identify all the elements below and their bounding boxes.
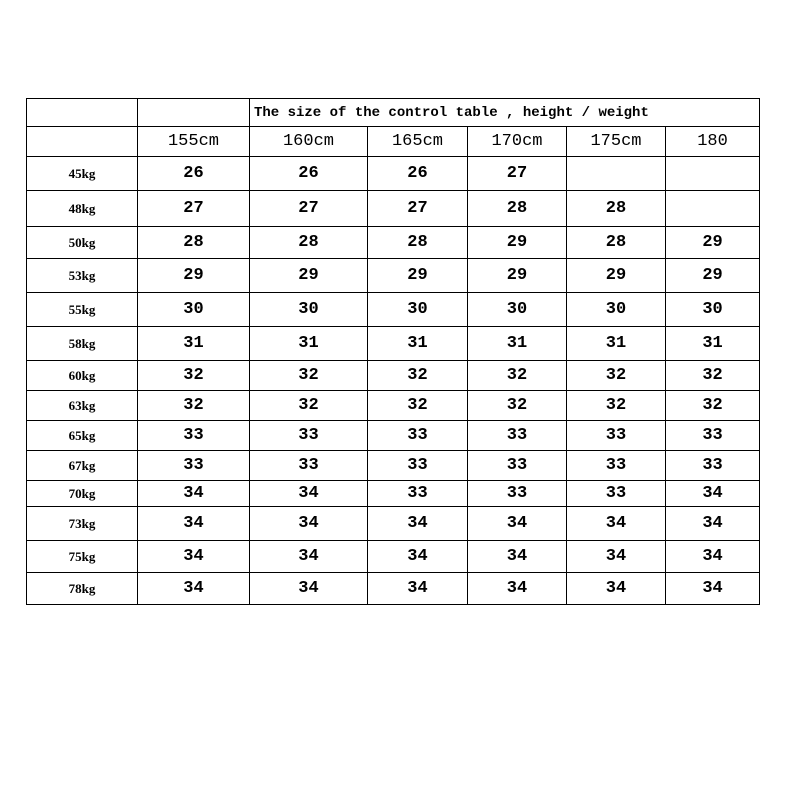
table-row	[27, 481, 760, 507]
size-cell: 33	[567, 421, 666, 451]
size-cell: 33	[666, 451, 760, 481]
size-cell: 32	[368, 361, 468, 391]
weight-label-cell: 55kg	[27, 293, 138, 327]
size-cell: 34	[138, 573, 250, 605]
blank-cell	[138, 99, 250, 127]
size-cell: 32	[138, 391, 250, 421]
size-cell: 29	[567, 259, 666, 293]
size-cell: 34	[138, 507, 250, 541]
weight-label-cell: 53kg	[27, 259, 138, 293]
size-cell: 33	[567, 451, 666, 481]
header-corner-cell	[27, 127, 138, 157]
size-cell: 33	[468, 481, 567, 507]
size-cell: 32	[567, 391, 666, 421]
size-cell: 34	[666, 573, 760, 605]
table-title: The size of the control table , height / weight	[250, 99, 760, 127]
table-row	[27, 361, 760, 391]
size-cell: 34	[138, 541, 250, 573]
size-cell: 34	[250, 541, 368, 573]
weight-label-cell: 78kg	[27, 573, 138, 605]
corner-cell	[27, 99, 138, 127]
size-cell: 33	[250, 451, 368, 481]
size-cell: 27	[368, 191, 468, 227]
weight-label-cell: 48kg	[27, 191, 138, 227]
size-cell: 31	[368, 327, 468, 361]
size-cell: 29	[368, 259, 468, 293]
size-cell	[666, 157, 760, 191]
size-cell: 32	[666, 361, 760, 391]
table-row	[27, 259, 760, 293]
size-cell: 29	[468, 259, 567, 293]
size-cell: 32	[250, 391, 368, 421]
size-cell: 28	[567, 227, 666, 259]
table-row	[27, 327, 760, 361]
size-cell: 28	[567, 191, 666, 227]
weight-label-cell: 65kg	[27, 421, 138, 451]
size-cell: 34	[138, 481, 250, 507]
weight-label-cell: 63kg	[27, 391, 138, 421]
height-header-cell: 165cm	[368, 127, 468, 157]
size-cell: 33	[250, 421, 368, 451]
height-header-cell: 180	[666, 127, 760, 157]
size-cell: 29	[468, 227, 567, 259]
weight-label-cell: 60kg	[27, 361, 138, 391]
size-cell: 34	[666, 481, 760, 507]
table-row	[27, 227, 760, 259]
weight-label-cell: 75kg	[27, 541, 138, 573]
size-cell: 31	[666, 327, 760, 361]
size-cell: 33	[468, 421, 567, 451]
table-row	[27, 451, 760, 481]
height-header-row	[27, 127, 760, 157]
table-row	[27, 391, 760, 421]
weight-label-cell: 45kg	[27, 157, 138, 191]
size-cell: 34	[368, 573, 468, 605]
size-cell: 28	[250, 227, 368, 259]
size-cell: 30	[666, 293, 760, 327]
size-cell: 33	[666, 421, 760, 451]
size-cell: 34	[250, 507, 368, 541]
size-cell: 32	[138, 361, 250, 391]
size-cell: 33	[567, 481, 666, 507]
size-cell: 33	[468, 451, 567, 481]
size-cell: 34	[567, 507, 666, 541]
size-cell: 31	[250, 327, 368, 361]
size-cell: 28	[368, 227, 468, 259]
height-header-cell: 175cm	[567, 127, 666, 157]
size-cell: 29	[250, 259, 368, 293]
size-cell: 26	[368, 157, 468, 191]
size-cell	[666, 191, 760, 227]
size-cell: 34	[567, 541, 666, 573]
size-cell: 29	[666, 227, 760, 259]
size-cell: 32	[250, 361, 368, 391]
table-row	[27, 573, 760, 605]
size-cell: 29	[666, 259, 760, 293]
weight-label-cell: 58kg	[27, 327, 138, 361]
size-cell: 26	[138, 157, 250, 191]
size-cell: 34	[468, 573, 567, 605]
weight-label-cell: 70kg	[27, 481, 138, 507]
size-cell: 29	[138, 259, 250, 293]
size-cell: 30	[368, 293, 468, 327]
table-row	[27, 541, 760, 573]
size-cell: 31	[567, 327, 666, 361]
weight-label-cell: 50kg	[27, 227, 138, 259]
size-cell: 27	[138, 191, 250, 227]
table-row	[27, 191, 760, 227]
weight-label-cell: 67kg	[27, 451, 138, 481]
size-cell: 32	[368, 391, 468, 421]
size-cell: 33	[368, 481, 468, 507]
size-cell: 33	[138, 451, 250, 481]
height-header-cell: 160cm	[250, 127, 368, 157]
size-cell: 28	[468, 191, 567, 227]
size-cell: 32	[567, 361, 666, 391]
size-cell: 34	[250, 481, 368, 507]
size-cell: 28	[138, 227, 250, 259]
size-cell: 33	[138, 421, 250, 451]
size-cell: 27	[468, 157, 567, 191]
size-cell: 33	[368, 421, 468, 451]
size-cell: 30	[567, 293, 666, 327]
size-cell: 34	[368, 541, 468, 573]
size-cell: 34	[666, 541, 760, 573]
size-control-table	[26, 98, 760, 605]
table-row	[27, 157, 760, 191]
size-cell	[567, 157, 666, 191]
size-cell: 31	[468, 327, 567, 361]
title-row	[27, 99, 760, 127]
size-cell: 32	[666, 391, 760, 421]
weight-label-cell: 73kg	[27, 507, 138, 541]
size-cell: 34	[250, 573, 368, 605]
size-cell: 30	[138, 293, 250, 327]
table-row	[27, 293, 760, 327]
size-cell: 30	[250, 293, 368, 327]
size-cell: 30	[468, 293, 567, 327]
height-header-cell: 170cm	[468, 127, 567, 157]
size-cell: 32	[468, 391, 567, 421]
size-cell: 34	[567, 573, 666, 605]
table-row	[27, 421, 760, 451]
size-cell: 33	[368, 451, 468, 481]
size-cell: 31	[138, 327, 250, 361]
table-row	[27, 507, 760, 541]
size-cell: 32	[468, 361, 567, 391]
size-cell: 34	[368, 507, 468, 541]
size-cell: 26	[250, 157, 368, 191]
size-cell: 27	[250, 191, 368, 227]
size-cell: 34	[468, 541, 567, 573]
size-cell: 34	[468, 507, 567, 541]
size-cell: 34	[666, 507, 760, 541]
height-header-cell: 155cm	[138, 127, 250, 157]
